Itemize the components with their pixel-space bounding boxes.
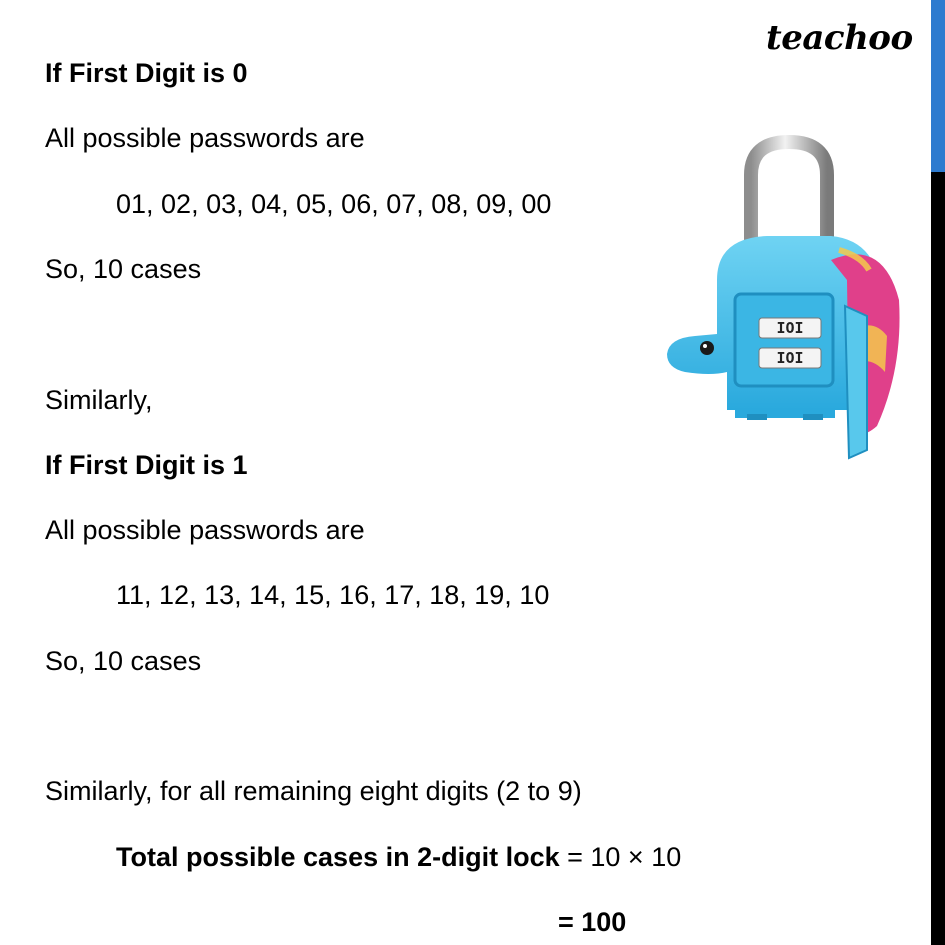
- passwords-list-0: 01, 02, 03, 04, 05, 06, 07, 08, 09, 00: [116, 189, 552, 219]
- lock-shackle: [751, 142, 827, 250]
- intro-text-0: All possible passwords are: [45, 123, 365, 153]
- scrollbar-thumb[interactable]: [931, 0, 945, 172]
- dial-row-2: IOI: [776, 349, 804, 367]
- lock-eye: [700, 341, 714, 355]
- total-result: = 100: [558, 907, 627, 937]
- similarly-text: Similarly,: [45, 385, 153, 415]
- combination-lock-image: [655, 110, 915, 480]
- total-expression: = 10 × 10: [559, 842, 682, 872]
- total-label: Total possible cases in 2-digit lock: [116, 842, 560, 872]
- remaining-digits-text: Similarly, for all remaining eight digits (2 to 9): [45, 776, 582, 806]
- passwords-list-1: 11, 12, 13, 14, 15, 16, 17, 18, 19, 10: [116, 580, 550, 610]
- total-cases-line: [116, 840, 681, 874]
- intro-text-1: All possible passwords are: [45, 515, 365, 545]
- dial-row-1: IOI: [776, 319, 804, 337]
- teachoo-logo: teachoo: [766, 18, 913, 58]
- dial-window: [735, 294, 833, 386]
- cases-count-1: So, 10 cases: [45, 646, 202, 676]
- heading-first-digit-1: If First Digit is 1: [45, 450, 248, 480]
- cases-count-0: So, 10 cases: [45, 254, 202, 284]
- scrollbar[interactable]: [931, 0, 945, 945]
- heading-first-digit-0: If First Digit is 0: [45, 58, 248, 88]
